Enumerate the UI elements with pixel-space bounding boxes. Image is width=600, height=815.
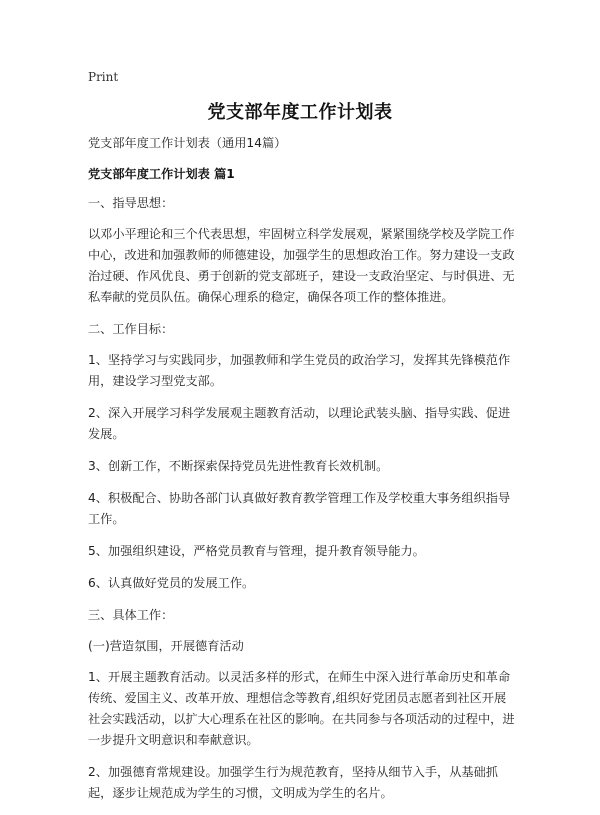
list-item: 3、创新工作，不断探索保持党员先进性教育长效机制。 [88,459,389,473]
document-subtitle: 党支部年度工作计划表（通用14篇） [88,136,287,150]
list-item: 1、开展主题教育活动。以灵活多样的形式，在师生中深入进行革命历史和革命传统、爱国主义、改革开放、理想信念等教育,组织好党团员志愿者到社区开展社会实践活动，以扩大心理系在社区的影响。在共同参与各项活动的过程中，进一步提升文明意识和奉献意识。 [88,670,515,747]
section-title: 党支部年度工作计划表 篇1 [88,167,235,181]
list-item: 5、加强组织建设，严格党员教育与管理，提升教育领导能力。 [88,544,425,558]
heading-work-goals: 二、工作目标： [88,322,174,336]
document-body [88,133,518,815]
subheading-moral-education: (一)营造氛围，开展德育活动 [88,639,244,653]
paragraph: 以邓小平理论和三个代表思想，牢固树立科学发展观，紧紧围绕学校及学院工作中心，改进和加强教师的师德建设，加强学生的思想政治工作。努力建设一支政治过硬、作风优良、勇于创新的党支部班子，建设一支政治坚定、与时俱进、无私奉献的党员队伍。确保心理系的稳定，确保各项工作的整体推进。 [88,227,515,304]
list-item: 1、坚持学习与实践同步，加强教师和学生党员的政治学习，发挥其先锋模范作用，建设学习型党支部。 [88,353,511,388]
document-title: 党支部年度工作计划表 [207,102,393,123]
heading-guiding-ideology: 一、指导思想： [88,196,174,210]
print-label: Print [88,70,119,84]
heading-specific-work: 三、具体工作： [88,608,174,622]
list-item: 2、加强德育常规建设。加强学生行为规范教育，坚持从细节入手，从基础抓起，逐步让规范成为学生的习惯，文明成为学生的名片。 [88,765,498,800]
list-item: 4、积极配合、协助各部门认真做好教育教学管理工作及学校重大事务组织指导工作。 [88,491,511,526]
list-item: 6、认真做好党员的发展工作。 [88,576,255,590]
list-item: 2、深入开展学习科学发展观主题教育活动，以理论武装头脑、指导实践、促进发展。 [88,406,511,441]
